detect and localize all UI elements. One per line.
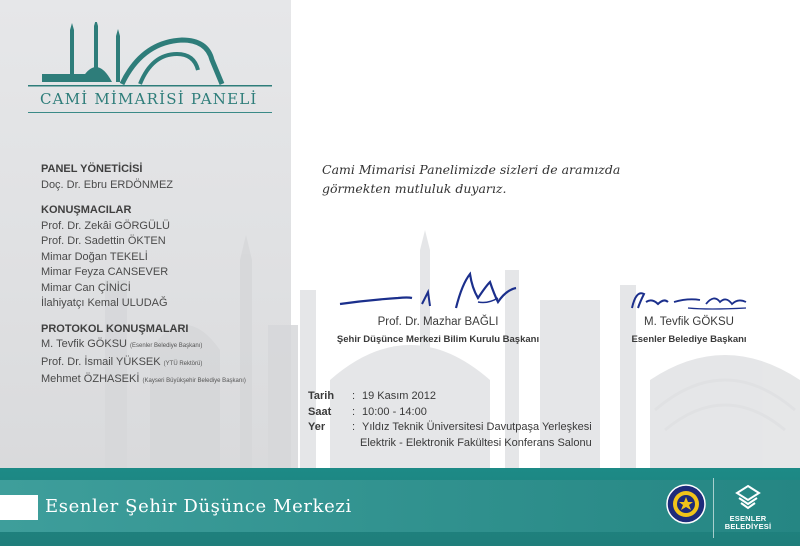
signature-1-name: Prof. Dr. Mazhar BAĞLI [377, 316, 499, 328]
signature-2-title: Esenler Belediye Başkanı [631, 334, 747, 345]
esenler-logo-icon [733, 484, 763, 510]
time-value: 10:00 - 14:00 [362, 405, 427, 418]
time-colon: : [352, 405, 356, 418]
protocol-item [41, 355, 246, 373]
place-label: Yer [308, 421, 326, 433]
speaker-item: Prof. Dr. Zekâi GÖRGÜLÜ [41, 219, 170, 232]
speakers-heading: KONUŞMACILAR [41, 204, 132, 216]
protocol-name: M. Tevfik GÖKSU [41, 338, 127, 350]
date-label: Tarih [308, 390, 335, 402]
time-row [308, 405, 592, 421]
signature-1-title: Şehir Düşünce Merkezi Bilim Kurulu Başkanı [336, 334, 540, 345]
speaker-item: Mimar Feyza CANSEVER [41, 266, 169, 278]
footer-title: Esenler Şehir Düşünce Merkezi [45, 496, 352, 517]
signature-1-image [338, 268, 528, 316]
brand-line-2: BELEDİYESİ [724, 522, 772, 531]
logo-title: CAMİ MİMARİSİ PANELİ [40, 90, 258, 108]
protocol-section [41, 322, 246, 390]
speaker-item: Mimar Doğan TEKELİ [41, 250, 148, 263]
protocol-note: (YTÜ Rektörü) [163, 360, 203, 367]
date-colon: : [352, 390, 356, 402]
protocol-note: (Kayseri Büyükşehir Belediye Başkanı) [142, 378, 246, 384]
brand-line-1: ESENLER [729, 514, 767, 523]
date-row [308, 389, 592, 405]
invitation-line-1: Cami Mimarisi Panelimizde sizleri de aramızda [322, 162, 621, 177]
protocol-note: (Esenler Belediye Başkanı) [130, 343, 203, 349]
invitation-line-2: görmekten mutluluk duyarız. [322, 181, 507, 196]
signature-2-name: M. Tevfik GÖKSU [644, 316, 734, 328]
speaker-item: Mimar Can ÇİNİCİ [41, 281, 131, 294]
place-line-1: Yıldız Teknik Üniversitesi Davutpaşa Yerleşkesi [362, 421, 592, 433]
date-value: 19 Kasım 2012 [362, 390, 436, 402]
speaker-item: Prof. Dr. Sadettin ÖKTEN [41, 235, 166, 247]
protocol-name: Prof. Dr. İsmail YÜKSEK [41, 355, 161, 368]
place-line-2: Elektrik - Elektronik Fakültesi Konferans Salonu [360, 436, 592, 449]
time-label: Saat [308, 405, 332, 418]
mosque-logo-icon [22, 22, 272, 92]
speaker-item: İlahiyatçı Kemal ULUDAĞ [41, 297, 168, 309]
moderator-name: Doç. Dr. Ebru ERDÖNMEZ [41, 178, 174, 191]
place-colon: : [352, 421, 356, 433]
place-row [308, 420, 592, 436]
participants-list [41, 162, 246, 400]
footer-accent-block [0, 495, 38, 520]
signature-2-image [628, 284, 750, 314]
protocol-item [41, 372, 246, 390]
moderator-section [41, 162, 246, 193]
protocol-item [41, 337, 246, 355]
moderator-heading: PANEL YÖNETİCİSİ [41, 163, 143, 175]
logo-underline [28, 112, 272, 113]
university-seal-icon [665, 480, 707, 532]
event-details [308, 389, 592, 451]
invitation-text [322, 160, 722, 198]
protocol-name: Mehmet ÖZHASEKİ [41, 373, 140, 385]
protocol-heading: PROTOKOL KONUŞMALARI [41, 322, 189, 335]
esenler-logo [724, 484, 772, 531]
footer-divider [713, 478, 714, 538]
speakers-section [41, 203, 246, 312]
